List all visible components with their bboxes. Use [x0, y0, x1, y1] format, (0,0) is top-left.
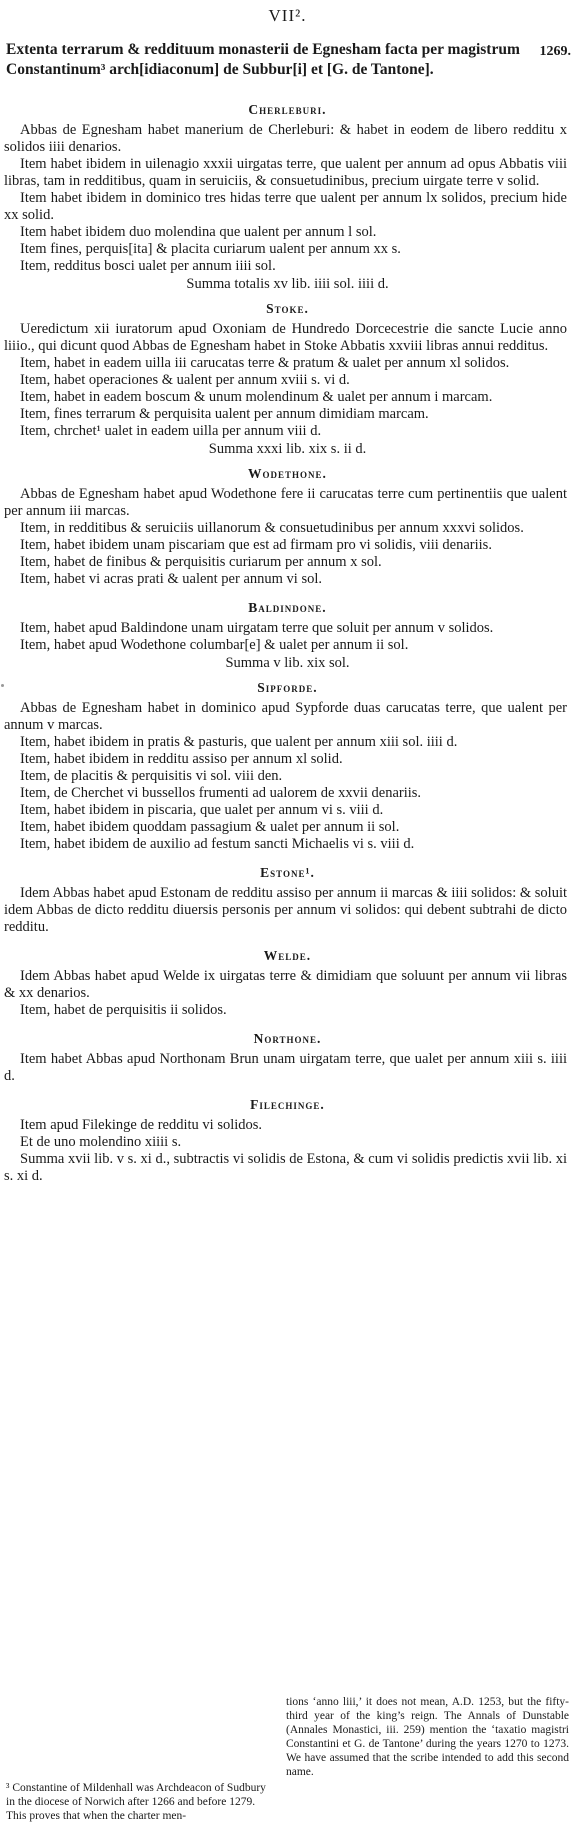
- entry-paragraph: Item, habet ibidem quoddam passagium & ualet per annum ii sol.: [20, 819, 400, 835]
- section: [0, 299, 575, 458]
- entry-paragraph: Ueredictum xii iuratorum apud Oxoniam de Hundredo Dorcecestrie die sancte Lucie anno liiio., qui dicunt quod Abbas de Egnesham habet in Stoke Abbatis xxviii libras annui redditus.: [4, 321, 567, 354]
- section: [0, 946, 575, 1025]
- section-gap: [0, 1185, 575, 1191]
- entry-paragraph: Item, habet in eadem boscum & unum molendinum & ualet per annum i marcam.: [20, 389, 493, 405]
- entry-paragraph: Item, habet ibidem in pratis & pasturis, que ualent per annum xiii sol. iiii d.: [20, 734, 458, 750]
- entry-paragraph: Item, habet de finibus & perquisitis curiarum per annum x sol.: [20, 554, 382, 570]
- section-heading: Wodethone.: [248, 466, 327, 481]
- year-marginal: 1269.: [539, 44, 571, 59]
- footnote-continuation: tions ‘anno liii,’ it does not mean, A.D. 1253, but the fifty-third year of the king’s reign. The Annals of Dunstable (Annales Monastici, iii. 259) mention the ‘taxatio magistri Constantini et G. de Tantone’ during the years 1270 to 1273. We have assumed that the scribe intended to add this second name.: [286, 1696, 569, 1778]
- entry-paragraph: Item, habet in eadem uilla iii carucatas terre & pratum & ualet per annum xl solidos.: [20, 355, 510, 371]
- entry-paragraph: Abbas de Egnesham habet apud Wodethone fere ii carucatas terre cum pertinentiis que ualent per annum iii marcas.: [4, 486, 567, 519]
- section-gap: [0, 936, 575, 942]
- entry-paragraph: Item, habet ibidem de auxilio ad festum sancti Michaelis vi s. viii d.: [20, 836, 415, 852]
- section-heading: Estone¹.: [260, 865, 315, 880]
- section-gap: [0, 1019, 575, 1025]
- entry-paragraph: Item, habet apud Baldindone unam uirgatam terre que soluit per annum v solidos.: [20, 620, 494, 636]
- entry-paragraph: Item, habet apud Wodethone columbar[e] & ualet per annum ii sol.: [20, 637, 409, 653]
- entry-paragraph: Item, habet operaciones & ualent per annum xviii s. vi d.: [20, 372, 350, 388]
- document-number: VII².: [268, 6, 307, 25]
- entry-paragraph: Item fines, perquis[ita] & placita curiarum ualent per annum xx s.: [20, 241, 401, 257]
- summa-total: Summa v lib. xix sol.: [225, 655, 350, 671]
- entry-paragraph: Idem Abbas habet apud Welde ix uirgatas terre & dimidiam que soluunt per annum vii libras & xx denarios.: [4, 968, 567, 1001]
- entry-paragraph: Item habet ibidem in uilenagio xxxii uirgatas terre, que ualent per annum ad opus Abbatis viii libras, tam in redditibus, quam in seruiciis, & consuetudinibus, precium uirgate terre v solid.: [4, 156, 567, 189]
- document-title: Extenta terrarum & reddituum monasterii de Egnesham facta per magistrum Constantinum³ arch[idiaconum] de Subbur[i] et [G. de Tantone].: [6, 41, 520, 78]
- margin-dot: [1, 684, 4, 687]
- entry-paragraph: Summa xvii lib. v s. xi d., subtractis vi solidis de Estona, & cum vi solidis predictis xvii lib. xi s. xi d.: [4, 1151, 567, 1184]
- entry-paragraph: Item, habet ibidem in piscaria, que ualet per annum vi s. viii d.: [20, 802, 384, 818]
- summa-total: Summa totalis xv lib. iiii sol. iiii d.: [186, 276, 389, 292]
- entry-paragraph: Item, redditus bosci ualet per annum iiii sol.: [20, 258, 276, 274]
- entry-paragraph: Item, habet ibidem in redditu assiso per annum xl solid.: [20, 751, 343, 767]
- entry-paragraph: Item, habet ibidem unam piscariam que est ad firmam pro vi solidis, viii denariis.: [20, 537, 492, 553]
- entry-paragraph: Item, fines terrarum & perquisita ualent per annum dimidiam marcam.: [20, 406, 429, 422]
- entry-paragraph: Item, chrchet¹ ualet in eadem uilla per annum viii d.: [20, 423, 322, 439]
- section-heading: Sipforde.: [257, 680, 318, 695]
- section-heading: Filechinge.: [250, 1097, 325, 1112]
- entry-paragraph: Abbas de Egnesham habet in dominico apud Sypforde duas carucatas terre, que ualent per annum v marcas.: [4, 700, 567, 733]
- entry-paragraph: Item habet ibidem duo molendina que ualent per annum l sol.: [20, 224, 377, 240]
- summa-total: Summa xxxi lib. xix s. ii d.: [208, 441, 367, 457]
- section-heading: Baldindone.: [248, 600, 327, 615]
- section-gap: [0, 1085, 575, 1091]
- document-body: [0, 96, 575, 1191]
- entry-paragraph: Abbas de Egnesham habet manerium de Cherleburi: & habet in eodem de libero redditu x solidos iiii denarios.: [4, 122, 567, 155]
- entry-paragraph: Idem Abbas habet apud Estonam de redditu assiso per annum ii marcas & iiii solidos: & soluit idem Abbas de dicto redditu diuersis personis per annum vi solidos: qui debent subtrahi de dicto redditu.: [4, 885, 567, 935]
- section: [0, 1095, 575, 1191]
- section-gap: [0, 853, 575, 859]
- section: [0, 1029, 575, 1091]
- entry-paragraph: Item habet ibidem in dominico tres hidas terre que ualent per annum lx solidos, precium hide xx solid.: [4, 190, 567, 223]
- section: [0, 678, 575, 859]
- entry-paragraph: Item, habet de perquisitis ii solidos.: [20, 1002, 227, 1018]
- entry-paragraph: Item, in redditibus & seruiciis uillanorum & consuetudinibus per annum xxxvi solidos.: [20, 520, 524, 536]
- entry-paragraph: Item apud Filekinge de redditu vi solidos.: [20, 1117, 263, 1133]
- section: [0, 863, 575, 942]
- entry-paragraph: Item habet Abbas apud Northonam Brun unam uirgatam terre, que ualet per annum xiii s. iiii d.: [4, 1051, 567, 1084]
- section-heading: Northone.: [253, 1031, 322, 1046]
- footnotes: [0, 1695, 575, 1835]
- section-heading: Stoke.: [266, 301, 309, 316]
- section-heading: Cherleburi.: [248, 102, 327, 117]
- footnote-3: ³ Constantine of Mildenhall was Archdeacon of Sudbury in the diocese of Norwich after 1266 and before 1279. This proves that when the charter men-: [6, 1782, 266, 1822]
- section-gap: [0, 588, 575, 594]
- section: [0, 464, 575, 594]
- section: [0, 100, 575, 293]
- entry-paragraph: Item, de Cherchet vi bussellos frumenti ad ualorem de xxvii denariis.: [20, 785, 422, 801]
- entry-paragraph: Item, de placitis & perquisitis vi sol. viii den.: [20, 768, 283, 784]
- entry-paragraph: Et de uno molendino xiiii s.: [20, 1134, 182, 1150]
- section: [0, 598, 575, 672]
- entry-paragraph: Item, habet vi acras prati & ualent per annum vi sol.: [20, 571, 322, 587]
- section-heading: Welde.: [263, 948, 312, 963]
